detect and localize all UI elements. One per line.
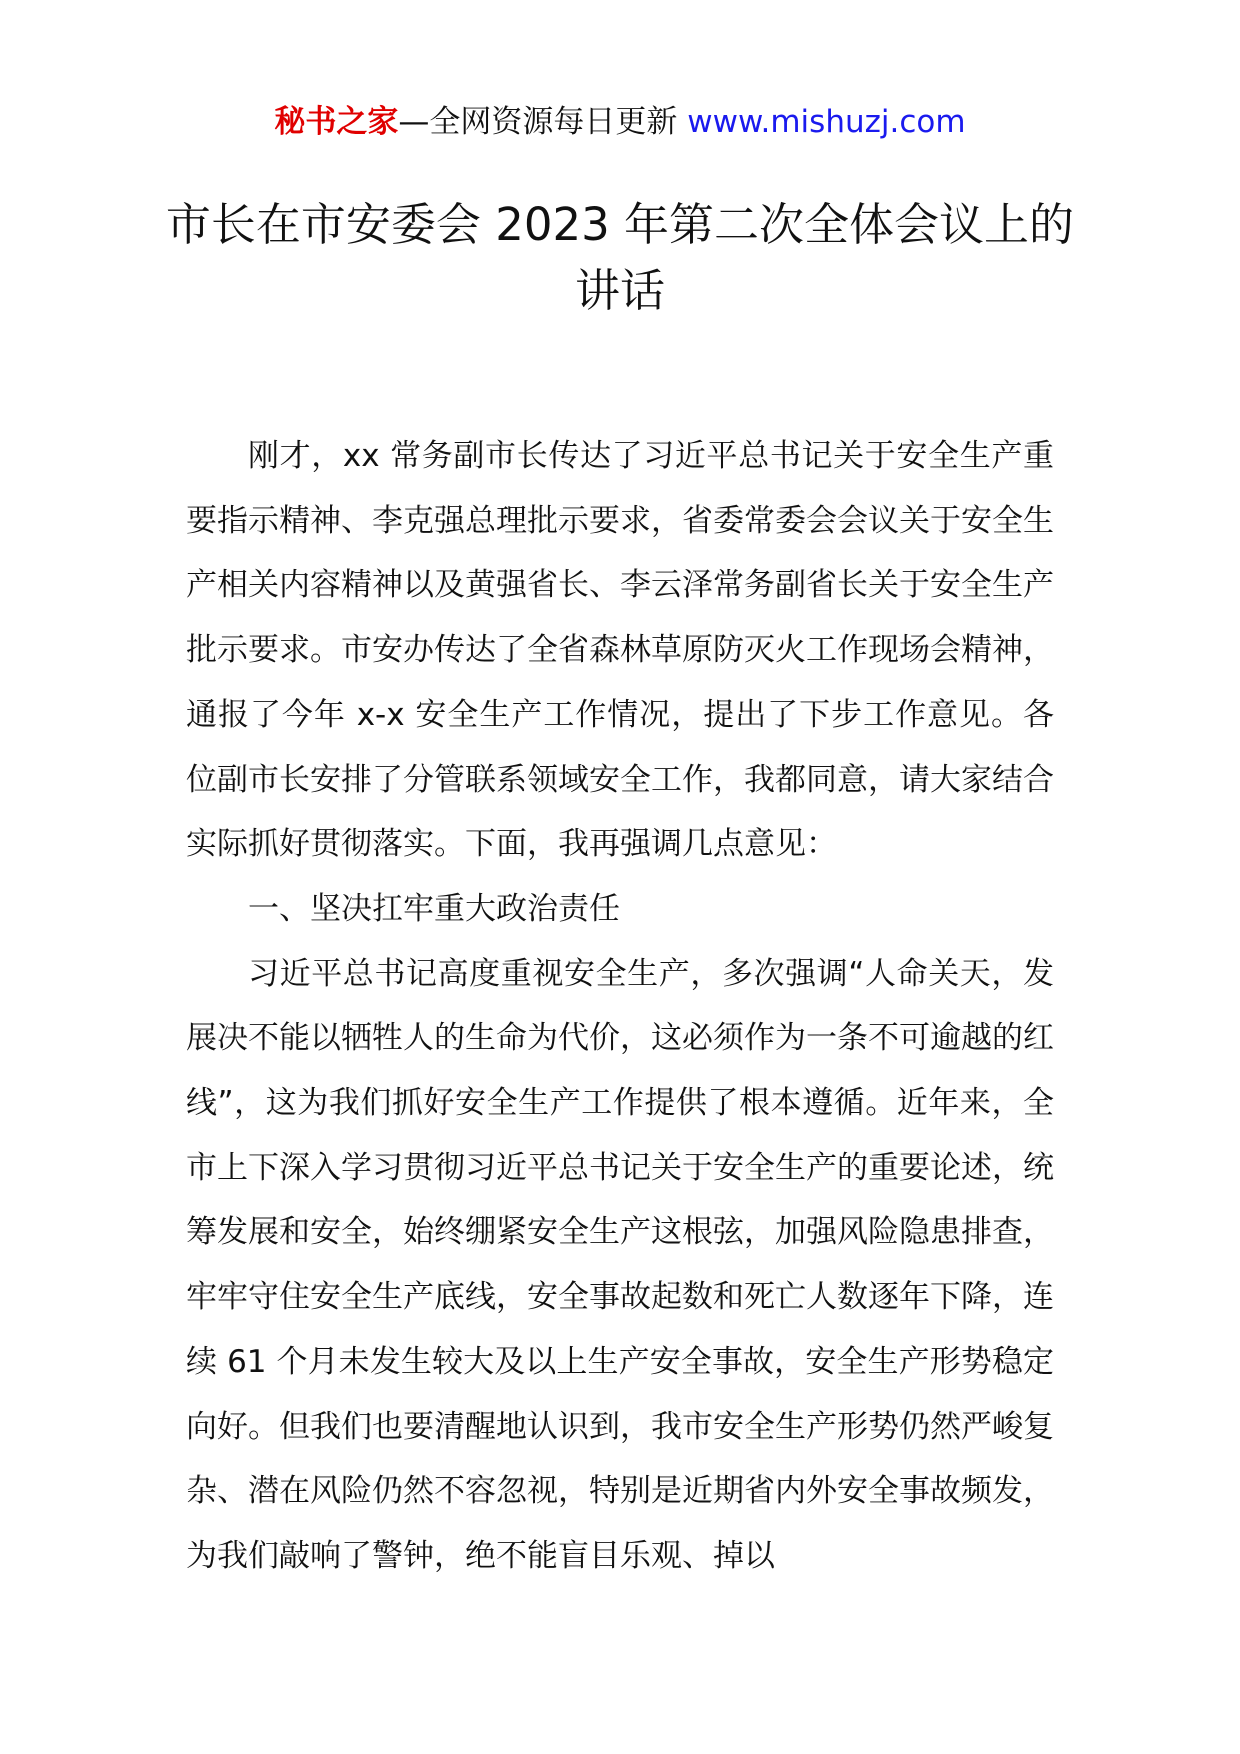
body-paragraph: 习近平总书记高度重视安全生产，多次强调“人命关天，发展决不能以牺牲人的生命为代价，这必须作为一条不可逾越的红线”，这为我们抓好安全生产工作提供了根本遵循。近年来，全市上下深入学习贯彻习近平总书记关于安全生产的重要论述，统筹发展和安全，始终绷紧安全生产这根弦，加强风险隐患排查，牢牢守住安全生产底线，安全事故起数和死亡人数逐年下降，连续 61 个月未发生较大及以上生产安全事故，安全生产形势稳定向好。但我们也要清醒地认识到，我市安全生产形势仍然严峻复杂、潜在风险仍然不容忽视，特别是近期省内外安全事故频发，为我们敲响了警钟，绝不能盲目乐观、掉以 (186, 955, 1054, 1574)
page-header (0, 100, 1240, 144)
body-paragraph: 刚才，xx 常务副市长传达了习近平总书记关于安全生产重要指示精神、李克强总理批示要求，省委常委会会议关于安全生产相关内容精神以及黄强省长、李云泽常务副省长关于安全生产批示要求。市安办传达了全省森林草原防灭火工作现场会精神，通报了今年 x-x 安全生产工作情况，提出了下步工作意见。各位副市长安排了分管联系领域安全工作，我都同意，请大家结合实际抓好贯彻落实。下面，我再强调几点意见： (186, 438, 1054, 863)
header-url-link[interactable]: www.mishuzj.com (687, 104, 966, 140)
section-heading: 一、坚决扛牢重大政治责任 (248, 890, 620, 927)
header-brand: 秘书之家 (274, 104, 399, 140)
document-title: 市长在市安委会 2023 年第二次全体会议上的讲话 (165, 198, 1075, 317)
header-tagline: —全网资源每日更新 (398, 104, 688, 140)
document-body (186, 424, 1054, 1589)
